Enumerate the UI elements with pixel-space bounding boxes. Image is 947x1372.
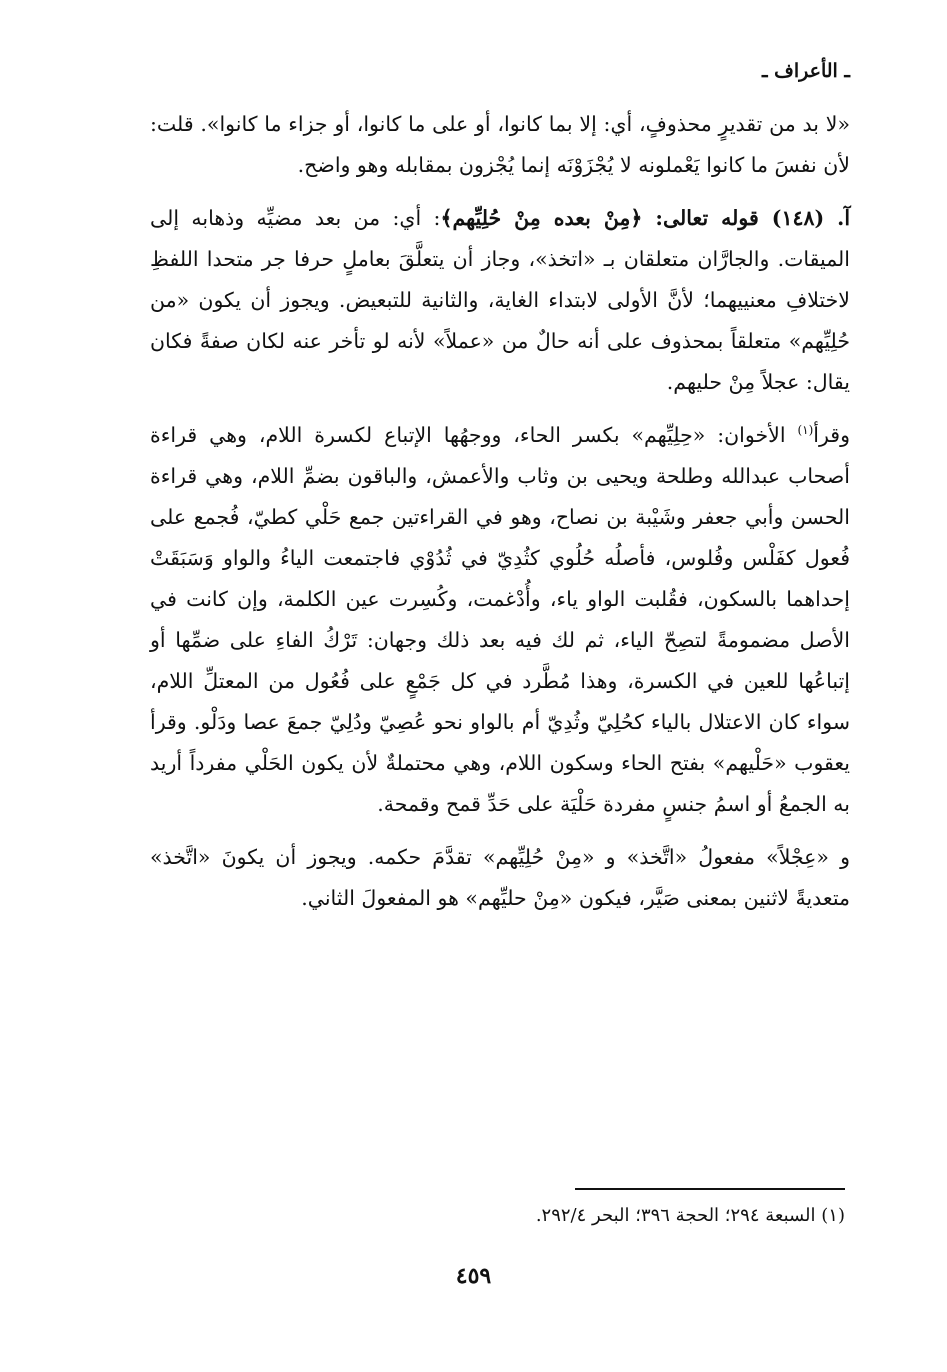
- paragraph-4: [150, 837, 850, 919]
- running-header: ـ الأعراف ـ: [761, 60, 850, 82]
- footnote: (١) السبعة ٢٩٤؛ الحجة ٣٩٦؛ البحر ٢٩٢/٤.: [535, 1205, 845, 1226]
- footnote-divider: [575, 1188, 845, 1190]
- paragraph-2: [150, 198, 850, 403]
- paragraph-text: : أي: من بعد مضيِّه وذهابه إلى الميقات. والجارَّان متعلقان بـ «اتخذ»، وجاز أن يتعلَّقَ بعاملٍ حرفا جر متحدا اللفظِ لاختلافِ معنييهما؛ لأنَّ الأولى لابتداء الغاية، والثانية للتبعيض. ويجوز أن يكون «من حُلِيِّهم» متعلقاً بمحذوف على أنه حالٌ من «عملاً» لأنه لو تأخر عنه لكان صفةً فكان يقال: عجلاً مِنْ حليهم.: [150, 206, 850, 394]
- footnote-marker[interactable]: (١): [797, 423, 814, 438]
- verse-lead: آ. (١٤٨) قوله تعالى: ﴿مِنْ بعده مِنْ حُلِيِّهم﴾: [440, 206, 851, 230]
- paragraph-1: [150, 104, 850, 186]
- paragraph-text: الأخوان: «حِلِيِّهم» بكسر الحاء، ووجهُها الإتباع لكسرة اللام، وهي قراءة أصحاب عبدالله وطلحة ويحيى بن وثاب والأعمش، والباقون بضمِّ اللام، وهي قراءة الحسن وأبي جعفر وشَيْبة بن نصاح، وهو في القراءتين جمع حَلْي كطيّ، فُجمع على فُعول كفَلْس وفُلوس، فأصلُه حُلُوي كثُدِيّ في ثُدُوْي فاجتمعت الياءُ والواو وَسَبَقَتْ إحداهما بالسكون، فقُلبت الواو ياء، وأُدْغمت، وكُسِرت عين الكلمة، وإن كانت في الأصل مضمومةً لتصِحّ الياء، ثم لك فيه بعد ذلك وجهان: تَرْكُ الفاءِ على ضمِّها أو إتباعُها للعين في الكسرة، وهذا مُطَّرد في كل جَمْعٍ على فُعُول من المعتلِّ اللام، سواء كان الاعتلال بالياء كحُلِيّ وثُدِيّ أم بالواو نحو عُصِيّ ودُلِيّ جمعَ عصا ودَلْو. وقرأ يعقوب «حَلْيهم» بفتح الحاء وسكون اللام، وهي محتملةٌ لأن يكون الحَلْي مفرداً أريد به الجمعُ أو اسمُ جنسٍ مفردة حَلْيَة على حَدِّ قمح وقمحة.: [150, 423, 851, 816]
- page-number: ٤٥٩: [455, 1263, 492, 1289]
- paragraph-text: و «عِجْلاً» مفعولُ «اتَّخذ» و «مِنْ حُلِيِّهم» تقدَّمَ حكمه. ويجوز أن يكونَ «اتَّخذ» متعديةً لاثنين بمعنى صَيَّر، فيكون «مِنْ حليِّهم» هو المفعولَ الثاني.: [150, 845, 850, 910]
- page-body: [150, 60, 850, 931]
- paragraph-3: [150, 415, 850, 825]
- paragraph-text: «لا بد من تقديرٍ محذوفٍ، أي: إلا بما كانوا، أو على ما كانوا، أو جزاء ما كانوا». قلت: لأن نفسَ ما كانوا يَعْملونه لا يُجْزَوْنَه إنما يُجْزون بمقابله وهو واضح.: [150, 112, 850, 177]
- paragraph-opening: وقرأ: [813, 423, 850, 447]
